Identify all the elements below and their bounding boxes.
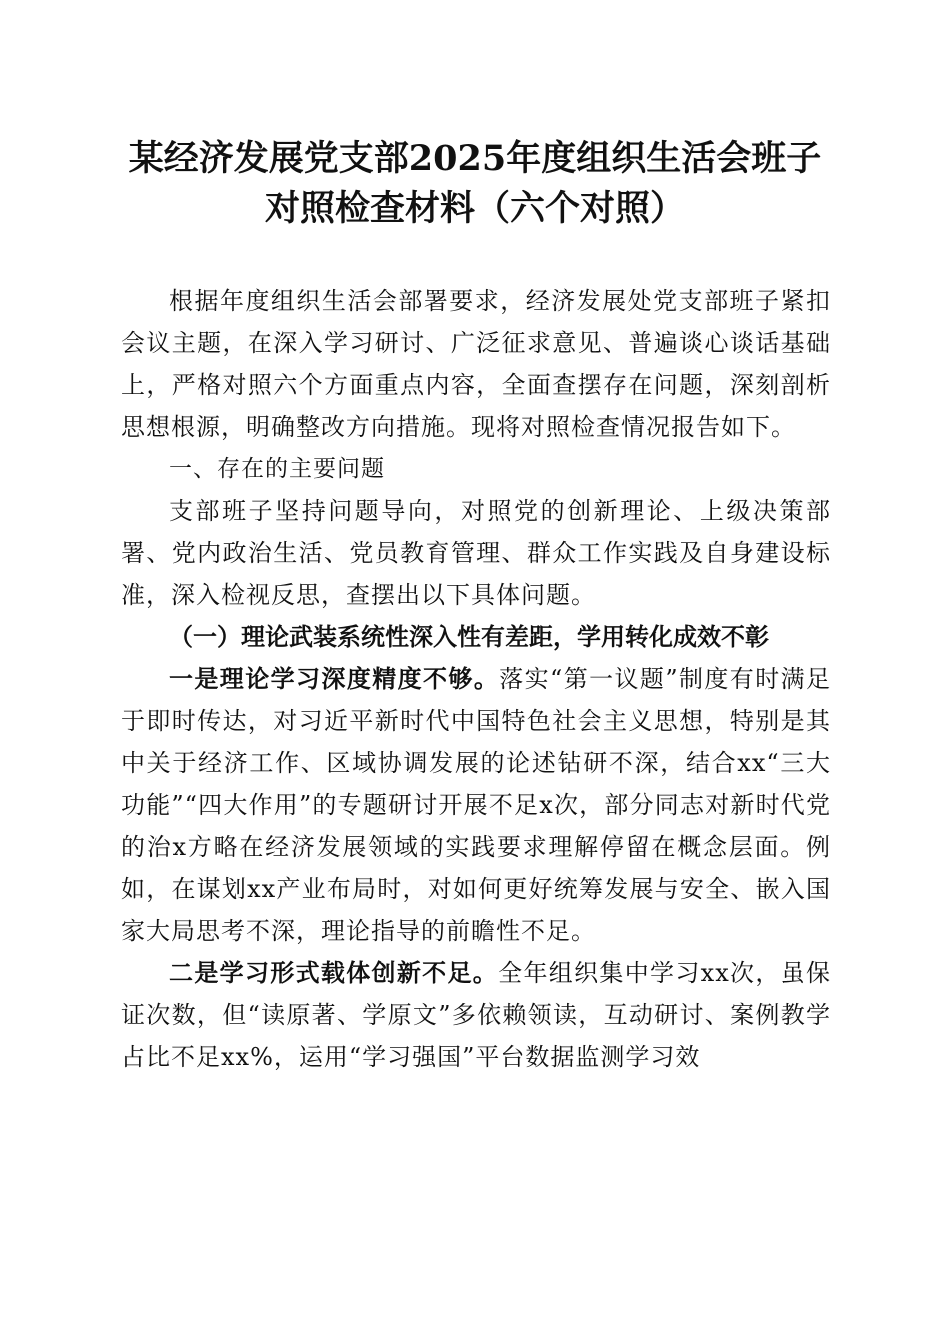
section-heading: 一、存在的主要问题 <box>169 456 385 482</box>
title-line-1: 某经济发展党支部2025年度组织生活会班子 <box>128 138 822 179</box>
document-title <box>100 134 850 234</box>
section-intro-paragraph: 支部班子坚持问题导向，对照党的创新理论、上级决策部署、党内政治生活、党员教育管理、群众工作实践及自身建设标准，深入检视反思，查摆出以下具体问题。 <box>121 497 831 609</box>
point-2-text: 全年组织集中学习xx次，虽保证次数，但“读原著、学原文”多依赖领读，互动研讨、案例教学占比不足xx%，运用“学习强国”平台数据监测学习效 <box>121 959 831 1071</box>
subsection-heading: （一）理论武装系统性深入性有差距，学用转化成效不彰 <box>169 622 769 651</box>
document-body <box>121 280 831 1078</box>
point-1-text: 落实“第一议题”制度有时满足于即时传达，对习近平新时代中国特色社会主义思想，特别是其中关于经济工作、区域协调发展的论述钻研不深，结合xx“三大功能”“四大作用”的专题研讨开展不足x次，部分同志对新时代党的治x方略在经济发展领域的实践要求理解停留在概念层面。例如，在谋划xx产业布局时，对如何更好统筹发展与安全、嵌入国家大局思考不深，理论指导的前瞻性不足。 <box>121 665 831 945</box>
intro-paragraph: 根据年度组织生活会部署要求，经济发展处党支部班子紧扣会议主题，在深入学习研讨、广泛征求意见、普遍谈心谈话基础上，严格对照六个方面重点内容，全面查摆存在问题，深刻剖析思想根源，明确整改方向措施。现将对照检查情况报告如下。 <box>121 287 831 441</box>
title-line-2: 对照检查材料（六个对照） <box>264 188 685 229</box>
point-1-lead: 一是理论学习深度精度不够。 <box>169 664 500 693</box>
point-2-paragraph <box>121 952 831 1078</box>
point-1-paragraph <box>121 658 831 952</box>
point-2-lead: 二是学习形式载体创新不足。 <box>169 958 499 987</box>
